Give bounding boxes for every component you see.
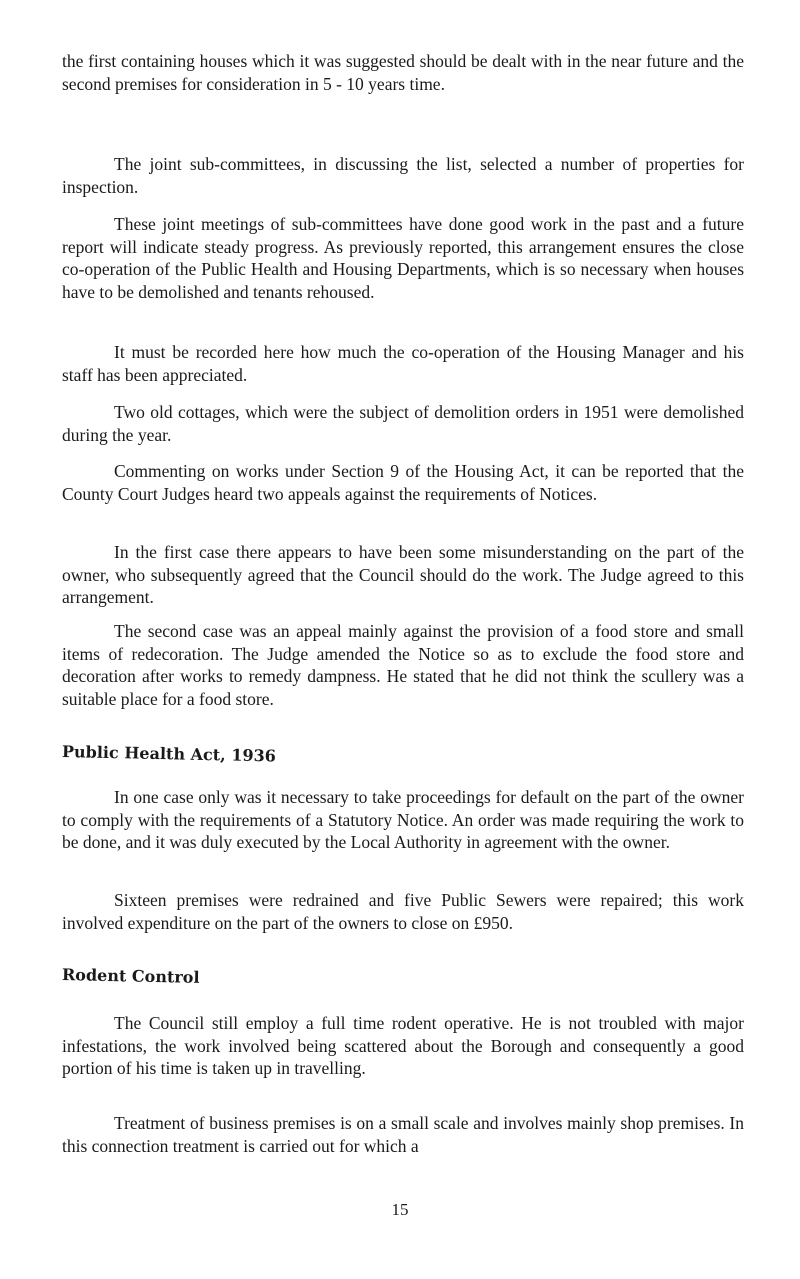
paragraph-business-premises: Treatment of business premises is on a small scale and involves mainly shop premises. In this connection treatment is carried out for which a — [62, 1113, 744, 1156]
paragraph-joint-meetings: These joint meetings of sub-committees have done good work in the past and a future report will indicate steady progress. As previously reported, this arrangement ensures the close co-operation of the Public Health and Housing Departments, which is so necessary when houses have to be demolished and tenants rehoused. — [62, 214, 744, 302]
section-heading-rodent-control: Rodent Control — [61, 965, 200, 987]
paragraph-joint-subcommittees: The joint sub-committees, in discussing the list, selected a number of properties for inspection. — [62, 154, 744, 197]
paragraph-second-case: The second case was an appeal mainly against the provision of a food store and small items of redecoration. The Judge amended the Notice so as to exclude the food store and decoration after works to remedy dampness. He stated that he did not think the scullery was a suitable place for a food store. — [62, 621, 744, 709]
paragraph-redrained: Sixteen premises were redrained and five Public Sewers were repaired; this work involved expenditure on the part of the owners to close on £950. — [62, 890, 744, 933]
page-number: 15 — [391, 1200, 409, 1219]
paragraph-first-case: In the first case there appears to have been some misunderstanding on the part of the owner, who subsequently agreed that the Council should do the work. The Judge agreed to this arrangement. — [62, 542, 744, 607]
paragraph-rodent-operative: The Council still employ a full time rodent operative. He is not troubled with major infestations, the work involved being scattered about the Borough and consequently a good portion of his time is taken up in travelling. — [62, 1013, 744, 1078]
paragraph-housing-manager: It must be recorded here how much the co-operation of the Housing Manager and his staff has been appreciated. — [62, 342, 744, 385]
paragraph-old-cottages: Two old cottages, which were the subject of demolition orders in 1951 were demolished during the year. — [62, 402, 744, 445]
paragraph-statutory-notice: In one case only was it necessary to take proceedings for default on the part of the owner to comply with the requirements of a Statutory Notice. An order was made requiring the work to be done, and it was duly executed by the Local Authority in agreement with the owner. — [62, 787, 744, 852]
paragraph-continuation: the first containing houses which it was suggested should be dealt with in the near future and the second premises for consideration in 5 - 10 years time. — [62, 51, 744, 94]
paragraph-section-9: Commenting on works under Section 9 of the Housing Act, it can be reported that the County Court Judges heard two appeals against the requirements of Notices. — [62, 461, 744, 504]
section-heading-public-health: Public Health Act, 1936 — [61, 742, 277, 766]
